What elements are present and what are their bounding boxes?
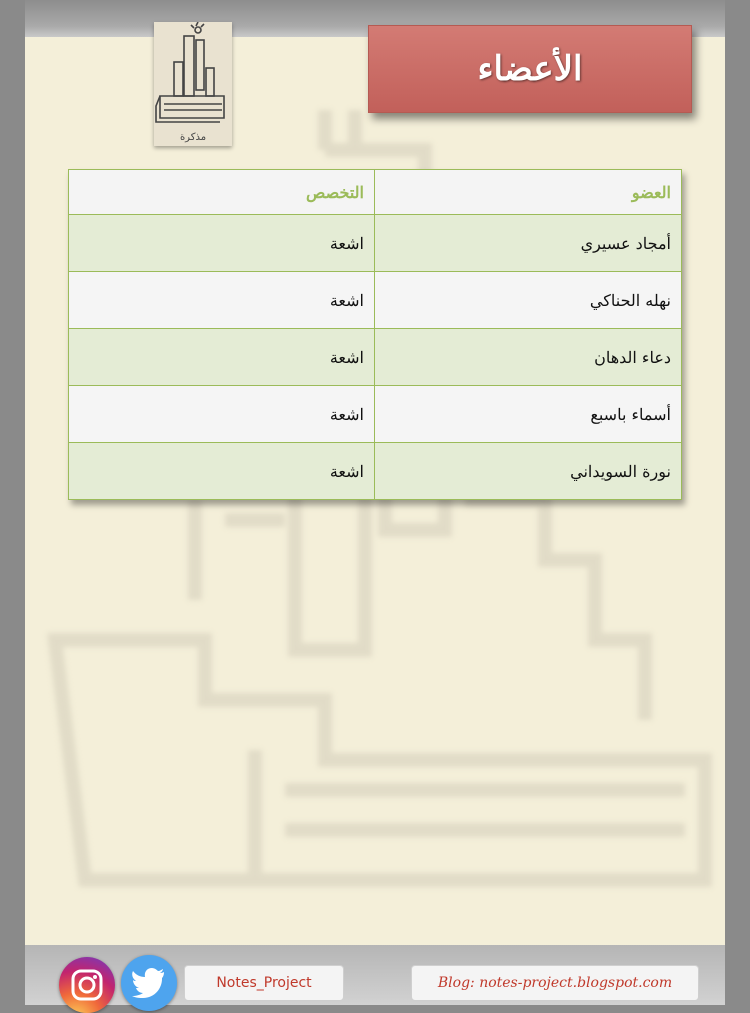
watermark-logo — [25, 0, 725, 1005]
member-name-cell: دعاء الدهان — [375, 329, 682, 386]
logo-text: مذكرة — [179, 132, 207, 143]
site-logo — [154, 22, 232, 146]
table-row — [69, 329, 682, 386]
table-row — [69, 272, 682, 329]
specialty-cell: اشعة — [69, 329, 375, 386]
table-row — [69, 386, 682, 443]
member-name-cell: أمجاد عسيري — [375, 215, 682, 272]
notes-project-handle[interactable]: Notes_Project — [184, 965, 344, 1001]
title-banner — [368, 25, 692, 113]
members-table — [68, 169, 682, 500]
column-header-member: العضو — [375, 170, 682, 215]
specialty-cell: اشعة — [69, 386, 375, 443]
member-name-cell: أسماء باسبع — [375, 386, 682, 443]
member-name-cell: نهله الحناكي — [375, 272, 682, 329]
table-row — [69, 215, 682, 272]
instagram-icon — [70, 968, 104, 1002]
blog-link[interactable]: Blog: notes-project.blogspot.com — [411, 965, 699, 1001]
specialty-cell: اشعة — [69, 272, 375, 329]
table-row — [69, 443, 682, 500]
building-logo-icon — [154, 22, 232, 132]
member-name-cell: نورة السويداني — [375, 443, 682, 500]
page-title: الأعضاء — [477, 49, 583, 89]
footer-bar — [25, 945, 725, 1005]
column-header-specialty: التخصص — [69, 170, 375, 215]
specialty-cell: اشعة — [69, 215, 375, 272]
table-header-row — [69, 170, 682, 215]
specialty-cell: اشعة — [69, 443, 375, 500]
twitter-icon — [132, 968, 166, 998]
twitter-link[interactable] — [121, 955, 177, 1011]
document-page — [25, 0, 725, 1005]
